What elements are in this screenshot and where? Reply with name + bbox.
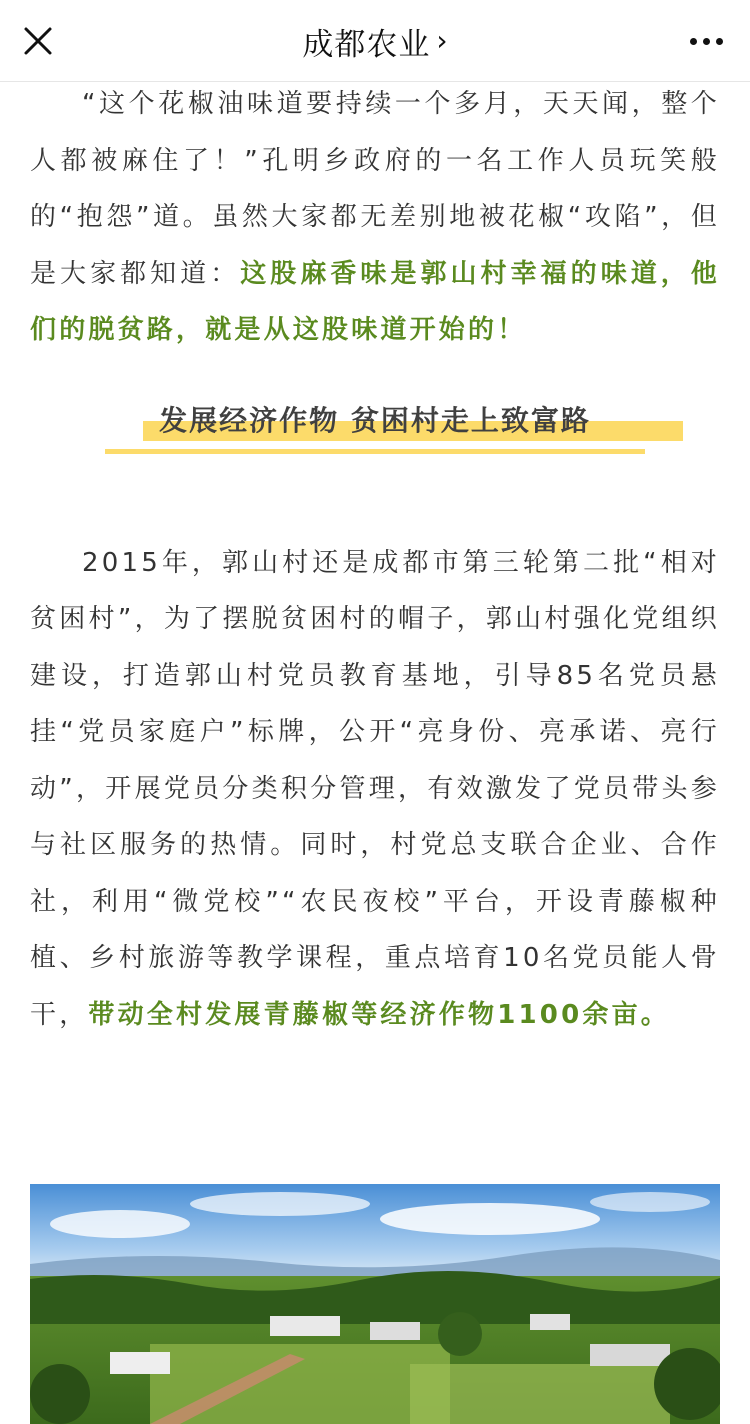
- paragraph-2-highlight: 带动全村发展青藤椒等经济作物1100余亩。: [88, 999, 670, 1030]
- section-heading-text: 发展经济作物 贫困村走上致富路: [159, 403, 591, 437]
- chevron-right-icon: ›: [436, 23, 448, 57]
- paragraph-1-highlight: 这股麻香味是郭山村幸福的味道，他们的脱贫路，就是从这股味道开始的！: [30, 258, 721, 345]
- heading-underline: [105, 449, 645, 454]
- more-dots-icon: [716, 38, 723, 45]
- paragraph-1-text: “这个花椒油味道要持续一个多月，天天闻，整个人都被麻住了！”孔明乡政府的一名工作人员玩笑般的“抱怨”道。虽然大家都无差别地被花椒“攻陷”，但是大家都知道：: [30, 89, 720, 289]
- account-title: 成都农业: [302, 26, 431, 63]
- paragraph-1: [30, 76, 720, 359]
- section-heading: [30, 391, 720, 501]
- account-title-link[interactable]: [150, 0, 600, 82]
- close-icon: [23, 26, 53, 56]
- landscape-image: [30, 1184, 720, 1424]
- top-navigation-bar: [0, 0, 750, 82]
- more-options-button[interactable]: [676, 17, 736, 65]
- village-landscape-photo: [30, 1184, 720, 1424]
- more-dots-icon: [703, 38, 710, 45]
- more-dots-icon: [690, 38, 697, 45]
- paragraph-2: [30, 535, 720, 1044]
- close-button[interactable]: [14, 17, 62, 65]
- paragraph-2-text: 2015年，郭山村还是成都市第三轮第二批“相对贫困村”，为了摆脱贫困村的帽子，郭山村强化党组织建设，打造郭山村党员教育基地，引导85名党员悬挂“党员家庭户”标牌，公开“亮身份、亮承诺、亮行动”，开展党员分类积分管理，有效激发了党员带头参与社区服务的热情。同时，村党总支联合企业、合作社，利用“微党校”“农民夜校”平台，开设青藤椒种植、乡村旅游等教学课程，重点培育10名党员能人骨干，: [30, 547, 720, 1030]
- article-body: [30, 82, 720, 1043]
